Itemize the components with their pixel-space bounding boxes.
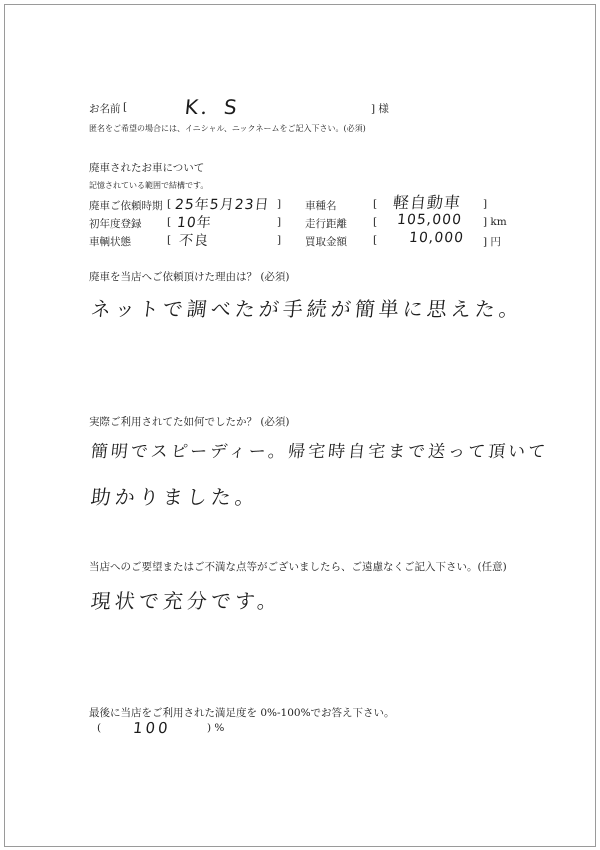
condition-label: 車輌状態: [89, 236, 131, 248]
condition-value[interactable]: 不良: [178, 233, 210, 249]
price-value[interactable]: 10,000: [408, 230, 465, 246]
mileage-value[interactable]: 105,000: [396, 212, 463, 228]
q2-question: 実際ご利用されてた如何でしたか？ (必須): [89, 416, 290, 428]
q2-answer-line2[interactable]: 助かりました。: [89, 485, 261, 509]
q1-answer[interactable]: ネットで調べたが手続が簡単に思えた。: [89, 297, 525, 321]
model-close: ]: [483, 198, 488, 210]
name-value[interactable]: K．S: [183, 95, 241, 119]
model-label: 車種名: [305, 200, 337, 212]
request-date-open: [: [167, 198, 172, 210]
q4-answer[interactable]: 100: [132, 719, 172, 737]
condition-open: [: [167, 234, 172, 246]
name-close-bracket: ] 様: [371, 103, 389, 115]
request-date-close: ]: [277, 198, 282, 210]
q4-close: ) %: [207, 722, 225, 734]
name-note: 匿名をご希望の場合には、イニシャル、ニックネームをご記入下さい。(必須): [89, 124, 366, 133]
survey-sheet: [4, 4, 596, 847]
price-close: ] 円: [483, 236, 501, 248]
mileage-label: 走行距離: [305, 218, 347, 230]
first-reg-open: [: [167, 216, 172, 228]
mileage-close: ] km: [483, 216, 507, 228]
mileage-open: [: [373, 216, 378, 228]
q2-answer-line1[interactable]: 簡明でスピーディー。帰宅時自宅まで送って頂いて: [89, 442, 550, 462]
name-open-bracket: [: [123, 101, 128, 113]
car-section-title: 廃車されたお車について: [89, 162, 205, 174]
model-open: [: [373, 198, 378, 210]
first-reg-close: ]: [277, 216, 282, 228]
condition-close: ]: [277, 234, 282, 246]
q3-question: 当店へのご要望またはご不満な点等がございましたら、ご遠慮なくご記入下さい。(任意): [89, 561, 507, 573]
q3-answer[interactable]: 現状で充分です。: [89, 589, 283, 613]
request-date-label: 廃車ご依頼時期: [89, 200, 163, 212]
price-label: 買取金額: [305, 236, 347, 248]
name-label: お名前: [89, 103, 121, 115]
q4-question: 最後に当店をご利用された満足度を 0%-100%でお答え下さい。: [89, 707, 395, 719]
car-section-note: 記憶されている範囲で結構です。: [89, 181, 209, 190]
price-open: [: [373, 234, 378, 246]
q4-open: (: [97, 722, 102, 734]
request-date-value[interactable]: 25年5月23日: [174, 197, 271, 213]
q1-question: 廃車を当店へご依頼頂けた理由は？ (必須): [89, 271, 290, 283]
first-reg-label: 初年度登録: [89, 218, 142, 230]
first-reg-value[interactable]: 10年: [176, 215, 213, 231]
model-value[interactable]: 軽自動車: [391, 193, 462, 212]
